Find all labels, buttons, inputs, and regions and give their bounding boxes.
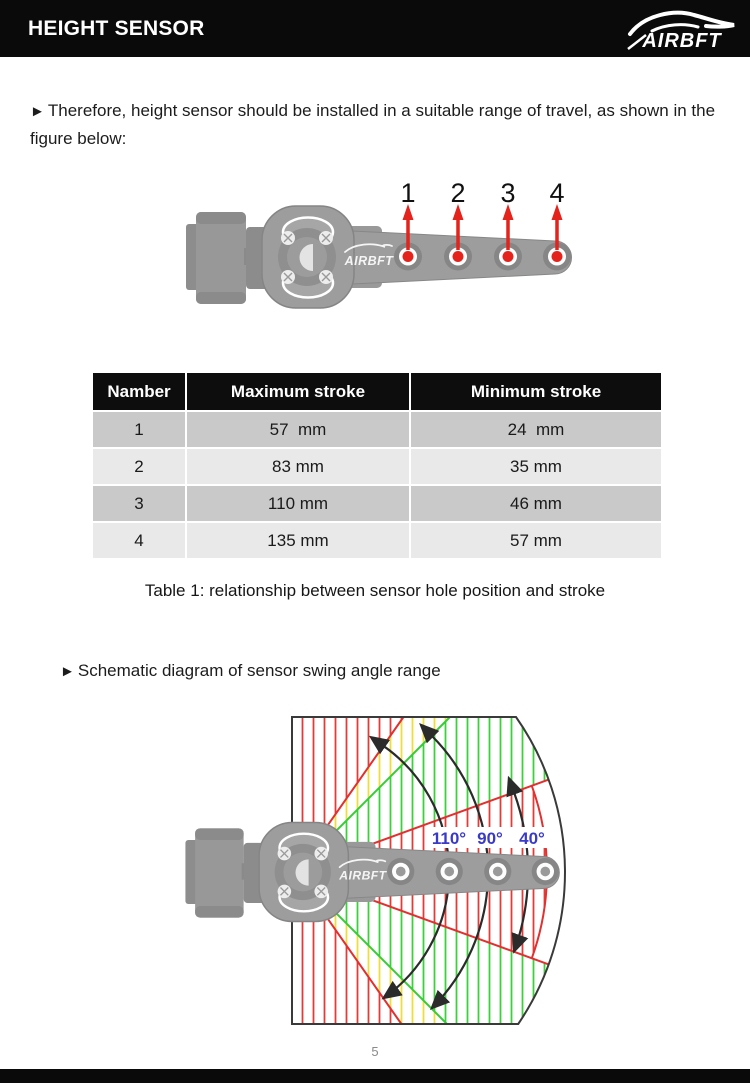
col-header-max: Maximum stroke xyxy=(187,373,409,410)
angle-label-110: 110° xyxy=(431,829,467,848)
page-footer xyxy=(0,1069,750,1083)
table-cell: 57 mm xyxy=(411,523,661,558)
page-number: 5 xyxy=(371,1044,379,1059)
hole-number-1: 1 xyxy=(400,178,416,208)
col-header-number: Namber xyxy=(93,373,185,410)
page-header xyxy=(0,0,750,57)
hole-numbers xyxy=(400,178,564,208)
angle-labels xyxy=(427,827,554,848)
stroke-table xyxy=(93,373,663,558)
figure-sensor-holes xyxy=(170,158,590,350)
figure-swing-angle xyxy=(160,703,600,1035)
arrow-bullet-icon: ► xyxy=(60,663,75,680)
hole-number-3: 3 xyxy=(500,178,516,208)
table-cell: 46 mm xyxy=(411,486,661,521)
brand-logo xyxy=(622,5,740,53)
table-cell: 24 mm xyxy=(411,412,661,447)
table-cell: 4 xyxy=(93,523,185,558)
angle-label-40: 40° xyxy=(519,829,545,848)
angle-label-90: 90° xyxy=(477,829,503,848)
hole-number-4: 4 xyxy=(549,178,565,208)
intro-text: Therefore, height sensor should be installed in a suitable range of travel, as shown in the figure below: xyxy=(30,101,716,148)
table-caption: Table 1: relationship between sensor hole position and stroke xyxy=(144,581,606,600)
table-cell: 3 xyxy=(93,486,185,521)
table-cell: 35 mm xyxy=(411,449,661,484)
section-heading xyxy=(60,657,710,685)
table-cell: 2 xyxy=(93,449,185,484)
col-header-min: Minimum stroke xyxy=(411,373,661,410)
table-cell: 1 xyxy=(93,412,185,447)
arrow-bullet-icon: ► xyxy=(30,103,45,120)
hole-number-2: 2 xyxy=(450,178,466,208)
table-cell: 83 mm xyxy=(187,449,409,484)
table-cell: 110 mm xyxy=(187,486,409,521)
brand-logo-text: AIRBFT xyxy=(642,30,722,52)
section-heading-text: Schematic diagram of sensor swing angle range xyxy=(77,661,441,680)
intro-paragraph xyxy=(30,97,725,152)
hole-arrowheads xyxy=(403,204,563,220)
table-cell: 57 mm xyxy=(187,412,409,447)
table-cell: 135 mm xyxy=(187,523,409,558)
document-title: HEIGHT SENSOR xyxy=(28,16,205,40)
